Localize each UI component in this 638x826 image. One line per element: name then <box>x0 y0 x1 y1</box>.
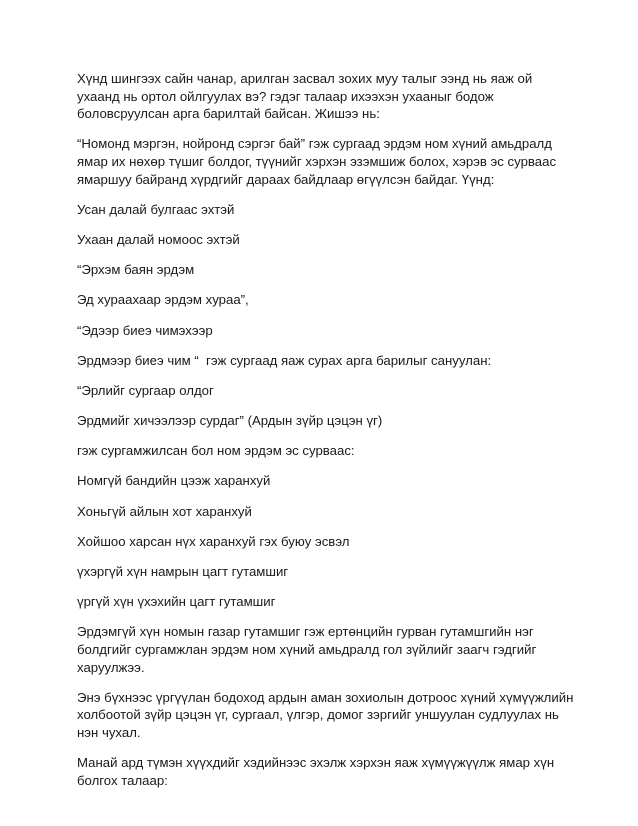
proverb-line: Номгүй бандийн цээж харанхуй <box>77 473 271 489</box>
proverb-line: “Эрлийг сургаар олдог <box>77 382 214 398</box>
proverb-line: Эд хураахаар эрдэм хураа”, <box>77 292 249 308</box>
paragraph-three-shames: Эрдэмгүй хүн номын газар гутамшиг гэж ертөнцийн гурван гутамшгийн нэг болдгийг сургамжлан эрдэм ном хүний амьдралд гол зүйлийг заагч гэдгийг харуулжээ. <box>77 624 540 675</box>
proverb-line: үргүй хүн үхэхийн цагт гутамшиг <box>77 594 276 610</box>
proverb-line: Хойшоо харсан нүх харанхуй гэх буюу эсвэл <box>77 533 350 549</box>
paragraph-line: гэж сургамжилсан бол ном эрдэм эс сурваас: <box>77 443 355 459</box>
proverb-line: Эрдмийг хичээлээр сурдаг” (Ардын зүйр цэцэн үг) <box>77 413 383 429</box>
proverb-line: Ухаан далай номоос эхтэй <box>77 231 240 247</box>
proverb-line: “Эрхэм баян эрдэм <box>77 262 195 278</box>
proverb-line: үхэргүй хүн намрын цагт гутамшиг <box>77 564 289 579</box>
proverb-line: Эрдмээр биеэ чим “ гэж сургаад яаж сурах арга барилыг сануулан: <box>77 352 492 368</box>
proverb-line: “Эдээр биеэ чимэхээр <box>77 322 213 338</box>
paragraph-quote-study: “Номонд мэргэн, нойронд сэргэг бай” гэж сургаад эрдэм ном хүний амьдралд ямар их нөхөр түшиг болдог, түүнийг хэрхэн эзэмшиж болох, хэрэв эс сурваас ямаршуу байранд хүрдгийг дараах байдлаар өгүүлсэн байдаг. Үүнд: <box>77 136 560 187</box>
proverb-line: Хоньгүй айлын хот харанхуй <box>77 503 252 519</box>
proverb-line: Усан далай булгаас эхтэй <box>77 201 235 217</box>
paragraph-upbringing: Манай ард түмэн хүүхдийг хэдийнээс эхэлж хэрхэн яаж хүмүүжүүлж ямар хүн болгох талаар: <box>77 755 558 788</box>
paragraph-intro: Хүнд шингээх сайн чанар, арилган засвал зохих муу талыг ээнд нь яаж ой ухаанд нь ортол ойлгуулах вэ? гэдэг талаар ихээхэн ухааныг бодож боловсруулсан арга барилтай байсан. Жишээ нь: <box>77 71 536 122</box>
paragraph-folklore: Энэ бүхнээс үргүүлан бодоход ардын аман зохиолын дотроос хүний хүмүүжлийн холбоотой зүйр цэцэн үг, сургаал, үлгэр, домог зэргийг уншуулан судлуулах нь нэн чухал. <box>77 689 578 740</box>
document-page <box>77 70 577 802</box>
